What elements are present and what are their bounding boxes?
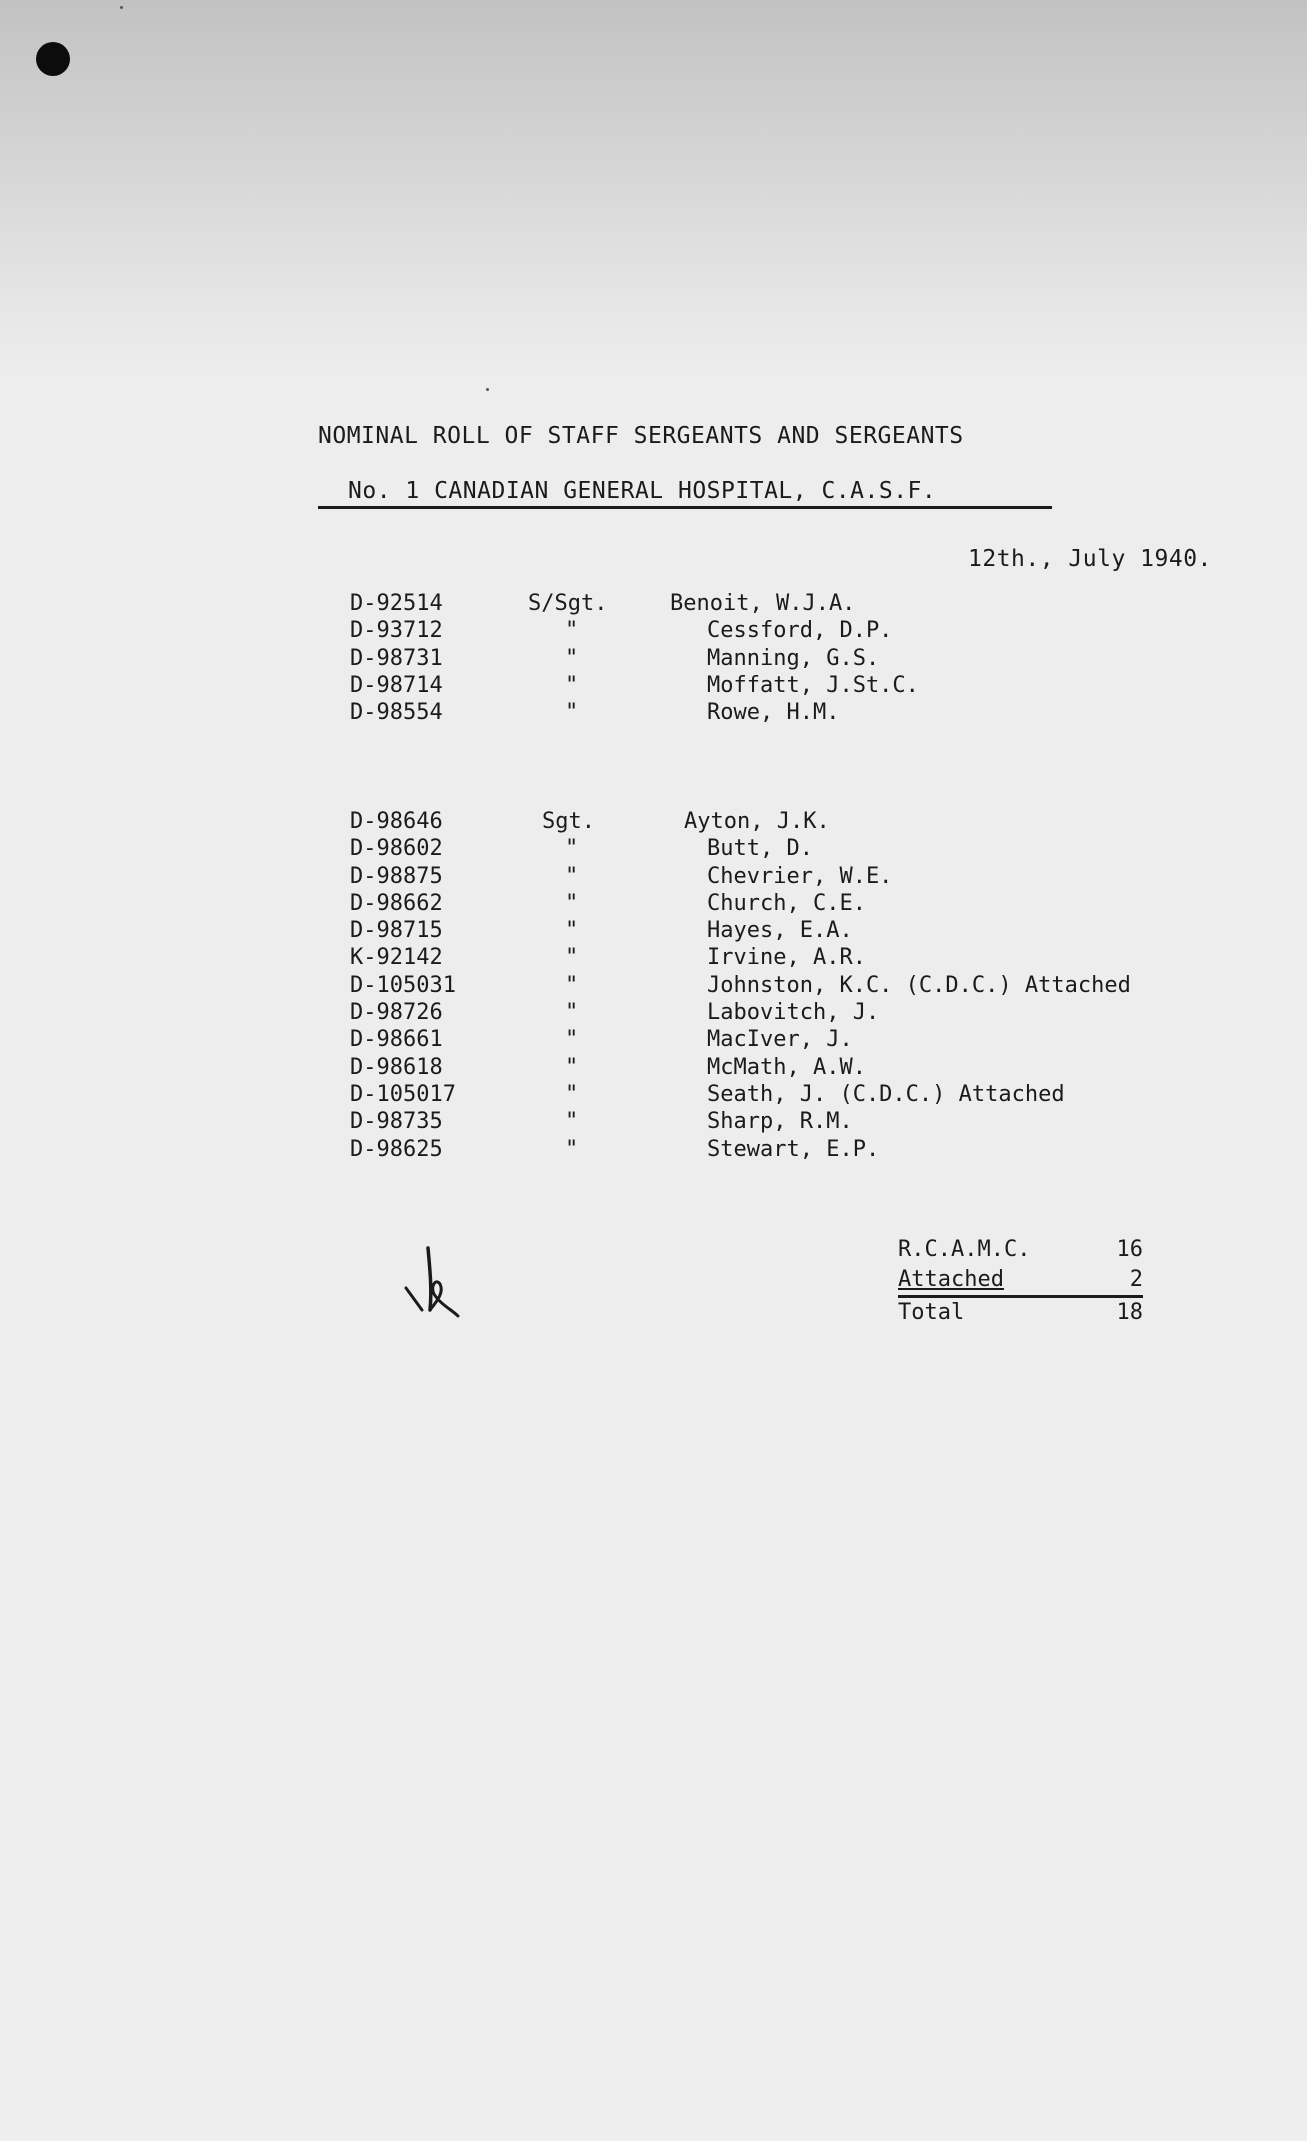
member-name: Hayes, E.A.	[707, 918, 853, 944]
totals-row-total	[898, 1298, 1143, 1328]
service-number: D-98662	[350, 890, 443, 916]
member-name: Labovitch, J.	[707, 1000, 880, 1026]
document-subtitle: No. 1 CANADIAN GENERAL HOSPITAL, C.A.S.F.	[318, 478, 1052, 509]
list-item	[350, 590, 919, 617]
service-number: D-98554	[350, 700, 443, 726]
service-number: K-92142	[350, 945, 443, 971]
service-number: D-98618	[350, 1054, 443, 1080]
member-name: Sharp, R.M.	[707, 1109, 853, 1135]
service-number: D-98735	[350, 1109, 443, 1135]
member-name: Chevrier, W.E.	[707, 863, 893, 889]
paper-speck	[486, 388, 489, 391]
rank-ditto: "	[565, 945, 579, 971]
service-number: D-105017	[350, 1081, 456, 1107]
rank-ditto: "	[565, 836, 579, 862]
totals-label: Attached	[898, 1267, 1004, 1292]
totals-row-rcamc	[898, 1235, 1143, 1265]
rank-ditto: "	[565, 972, 579, 998]
service-number: D-98625	[350, 1136, 443, 1162]
service-number: D-98875	[350, 863, 443, 889]
sergeants-list	[350, 808, 1131, 1163]
totals-summary	[898, 1235, 1143, 1328]
totals-value: 2	[1129, 1267, 1143, 1292]
list-item	[350, 863, 1131, 890]
document-title: NOMINAL ROLL OF STAFF SERGEANTS AND SERGEANTS	[318, 423, 964, 449]
list-item	[350, 672, 919, 699]
rank-ditto: "	[565, 672, 579, 698]
rank: S/Sgt.	[528, 591, 608, 616]
rank-ditto: "	[565, 1136, 579, 1162]
member-name: Johnston, K.C. (C.D.C.) Attached	[707, 972, 1131, 998]
service-number: D-98715	[350, 918, 443, 944]
rank-ditto: "	[565, 618, 579, 644]
rank: Sgt.	[542, 809, 595, 834]
list-item	[350, 917, 1131, 944]
member-name: Rowe, H.M.	[707, 700, 840, 726]
member-name: McMath, A.W.	[707, 1054, 866, 1080]
rank-ditto: "	[565, 1027, 579, 1053]
rank-ditto: "	[565, 1109, 579, 1135]
document-date: 12th., July 1940.	[968, 546, 1212, 572]
member-name: MacIver, J.	[707, 1027, 853, 1053]
list-item	[350, 1081, 1131, 1108]
list-item	[350, 999, 1131, 1026]
rank-ditto: "	[565, 918, 579, 944]
rank-ditto: "	[565, 890, 579, 916]
member-name: Moffatt, J.St.C.	[707, 672, 919, 698]
member-name: Seath, J. (C.D.C.) Attached	[707, 1081, 1065, 1107]
rank-ditto: "	[565, 1000, 579, 1026]
member-name: Benoit, W.J.A.	[670, 591, 856, 616]
totals-row-attached	[898, 1265, 1143, 1298]
list-item	[350, 835, 1131, 862]
list-item	[350, 699, 919, 726]
totals-label: Total	[898, 1300, 965, 1325]
rank-ditto: "	[565, 1054, 579, 1080]
rank-ditto: "	[565, 1081, 579, 1107]
service-number: D-98714	[350, 672, 443, 698]
rank-ditto: "	[565, 645, 579, 671]
service-number: D-93712	[350, 618, 443, 644]
staff-sergeants-list	[350, 590, 919, 726]
rank-ditto: "	[565, 863, 579, 889]
member-name: Stewart, E.P.	[707, 1136, 880, 1162]
list-item	[350, 645, 919, 672]
service-number: D-98726	[350, 1000, 443, 1026]
list-item	[350, 1026, 1131, 1053]
member-name: Butt, D.	[707, 836, 813, 862]
list-item	[350, 1054, 1131, 1081]
service-number: D-98731	[350, 645, 443, 671]
rank-ditto: "	[565, 700, 579, 726]
scan-shading	[0, 0, 1307, 380]
list-item	[350, 617, 919, 644]
list-item	[350, 890, 1131, 917]
list-item	[350, 1136, 1131, 1163]
member-name: Cessford, D.P.	[707, 618, 893, 644]
totals-value: 18	[1116, 1300, 1143, 1325]
member-name: Manning, G.S.	[707, 645, 880, 671]
list-item	[350, 808, 1131, 835]
paper-speck	[120, 6, 123, 9]
member-name: Church, C.E.	[707, 890, 866, 916]
totals-label: R.C.A.M.C.	[898, 1237, 1031, 1262]
handwritten-signature	[400, 1240, 470, 1320]
service-number: D-98661	[350, 1027, 443, 1053]
service-number: D-92514	[350, 591, 443, 616]
service-number: D-98646	[350, 809, 443, 834]
list-item	[350, 1108, 1131, 1135]
member-name: Ayton, J.K.	[684, 809, 830, 834]
list-item	[350, 944, 1131, 971]
list-item	[350, 972, 1131, 999]
service-number: D-105031	[350, 972, 456, 998]
punch-hole	[36, 42, 70, 76]
member-name: Irvine, A.R.	[707, 945, 866, 971]
service-number: D-98602	[350, 836, 443, 862]
totals-value: 16	[1116, 1237, 1143, 1262]
